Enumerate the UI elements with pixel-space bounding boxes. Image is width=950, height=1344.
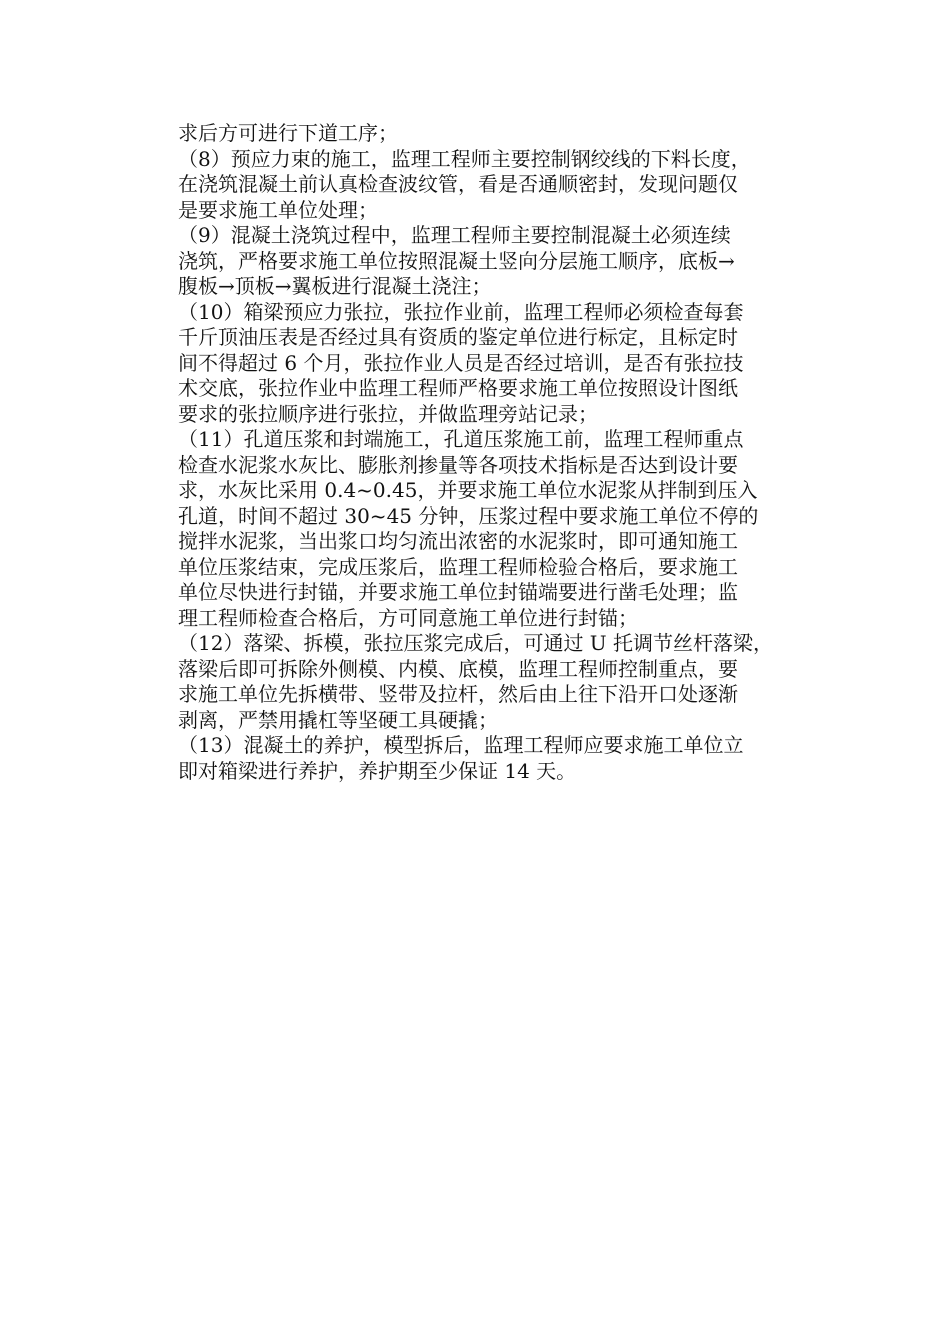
text-line: 单位压浆结束，完成压浆后，监理工程师检验合格后，要求施工 bbox=[178, 554, 738, 579]
text-line: 求施工单位先拆横带、竖带及拉杆，然后由上往下沿开口处逐渐 bbox=[178, 682, 738, 706]
text-line: 求后方可进行下道工序； bbox=[178, 121, 398, 145]
document-body bbox=[178, 121, 818, 784]
text-line: 要求的张拉顺序进行张拉，并做监理旁站记录； bbox=[178, 401, 598, 426]
text-line: 剥离，严禁用撬杠等坚硬工具硬撬； bbox=[178, 707, 498, 732]
text-line: 搅拌水泥浆，当出浆口均匀流出浓密的水泥浆时，即可通知施工 bbox=[178, 529, 738, 553]
text-line: 检查水泥浆水灰比、膨胀剂掺量等各项技术指标是否达到设计要 bbox=[178, 452, 738, 477]
text-line: 浇筑，严格要求施工单位按照混凝土竖向分层施工顺序，底板→ bbox=[178, 248, 735, 273]
text-line: （12）落梁、拆模，张拉压浆完成后，可通过 U 托调节丝杆落梁， bbox=[178, 631, 774, 655]
text-line: （9）混凝土浇筑过程中，监理工程师主要控制混凝土必须连续 bbox=[178, 223, 731, 247]
text-line: 即对箱梁进行养护，养护期至少保证 14 天。 bbox=[178, 758, 577, 783]
text-line: （8）预应力束的施工，监理工程师主要控制钢绞线的下料长度， bbox=[178, 146, 751, 171]
text-line: 腹板→顶板→翼板进行混凝土浇注； bbox=[178, 274, 492, 298]
text-line: 落梁后即可拆除外侧模、内模、底模，监理工程师控制重点，要 bbox=[178, 656, 738, 681]
text-line: 在浇筑混凝土前认真检查波纹管，看是否通顺密封，发现问题仅 bbox=[178, 172, 738, 196]
text-line: 求，水灰比采用 0.4~0.45，并要求施工单位水泥浆从拌制到压入 bbox=[178, 478, 758, 502]
text-line: 孔道，时间不超过 30~45 分钟，压浆过程中要求施工单位不停的 bbox=[178, 503, 759, 528]
text-line: （13）混凝土的养护，模型拆后，监理工程师应要求施工单位立 bbox=[178, 733, 744, 757]
text-line: 单位尽快进行封锚，并要求施工单位封锚端要进行凿毛处理；监 bbox=[178, 580, 738, 604]
text-line: 理工程师检查合格后，方可同意施工单位进行封锚； bbox=[178, 605, 638, 630]
text-line: 术交底，张拉作业中监理工程师严格要求施工单位按照设计图纸 bbox=[178, 376, 738, 400]
text-line: 千斤顶油压表是否经过具有资质的鉴定单位进行标定，且标定时 bbox=[178, 325, 738, 349]
text-line: 是要求施工单位处理； bbox=[178, 197, 378, 222]
text-line: （10）箱梁预应力张拉，张拉作业前，监理工程师必须检查每套 bbox=[178, 299, 744, 324]
text-line: 间不得超过 6 个月，张拉作业人员是否经过培训，是否有张拉技 bbox=[178, 350, 744, 375]
text-line: （11）孔道压浆和封端施工，孔道压浆施工前，监理工程师重点 bbox=[178, 427, 744, 451]
